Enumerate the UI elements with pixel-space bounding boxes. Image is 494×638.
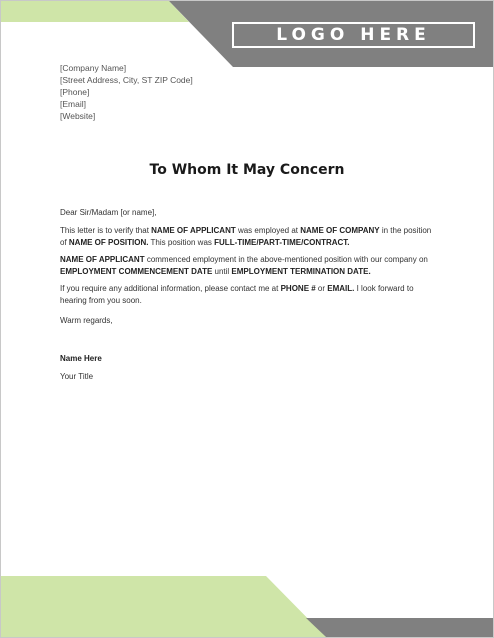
paragraph-employment-verification: [60, 225, 440, 249]
text: I look forward to hearing from you soon.: [60, 284, 414, 305]
logo-placeholder: LOGO HERE: [232, 22, 475, 48]
company-website: [Website]: [60, 111, 96, 121]
letter-title: To Whom It May Concern: [149, 162, 345, 178]
text: in the position of: [60, 226, 432, 247]
applicant-name-field: NAME OF APPLICANT: [151, 226, 236, 235]
termination-date-field: EMPLOYMENT TERMINATION DATE.: [231, 267, 371, 276]
text: or: [315, 284, 328, 293]
text: This letter is to verify that: [60, 226, 152, 235]
bottom-green-band: [1, 576, 326, 637]
letter-body: [60, 207, 440, 383]
employment-type-field: FULL-TIME/PART-TIME/CONTRACT.: [214, 238, 350, 247]
phone-field: PHONE #: [280, 284, 316, 293]
text: This position was: [148, 238, 215, 247]
email-field: EMAIL.: [327, 284, 355, 293]
signature-title: Your Title: [60, 372, 94, 381]
company-name: [Company Name]: [60, 63, 127, 73]
text: until: [212, 267, 232, 276]
paragraph-contact: [60, 283, 440, 307]
position-name-field: NAME OF POSITION.: [68, 238, 149, 247]
text: commenced employment in the above-mentioned position with our company on: [144, 255, 428, 264]
closing: Warm regards,: [60, 316, 113, 325]
text: was employed at: [235, 226, 301, 235]
signature-name: Name Here: [60, 354, 102, 363]
company-email: [Email]: [60, 99, 86, 109]
company-street-address: [Street Address, City, ST ZIP Code]: [60, 75, 193, 85]
company-name-field: NAME OF COMPANY: [300, 226, 380, 235]
commencement-date-field: EMPLOYMENT COMMENCEMENT DATE: [60, 267, 213, 276]
company-address-block: [60, 62, 193, 122]
top-green-band: [1, 1, 189, 22]
salutation: Dear Sir/Madam [or name],: [60, 208, 157, 217]
company-phone: [Phone]: [60, 87, 90, 97]
paragraph-employment-dates: [60, 254, 440, 278]
text: If you require any additional information, please contact me at: [60, 284, 281, 293]
applicant-name-field: NAME OF APPLICANT: [60, 255, 145, 264]
bottom-gray-band: [306, 618, 493, 637]
